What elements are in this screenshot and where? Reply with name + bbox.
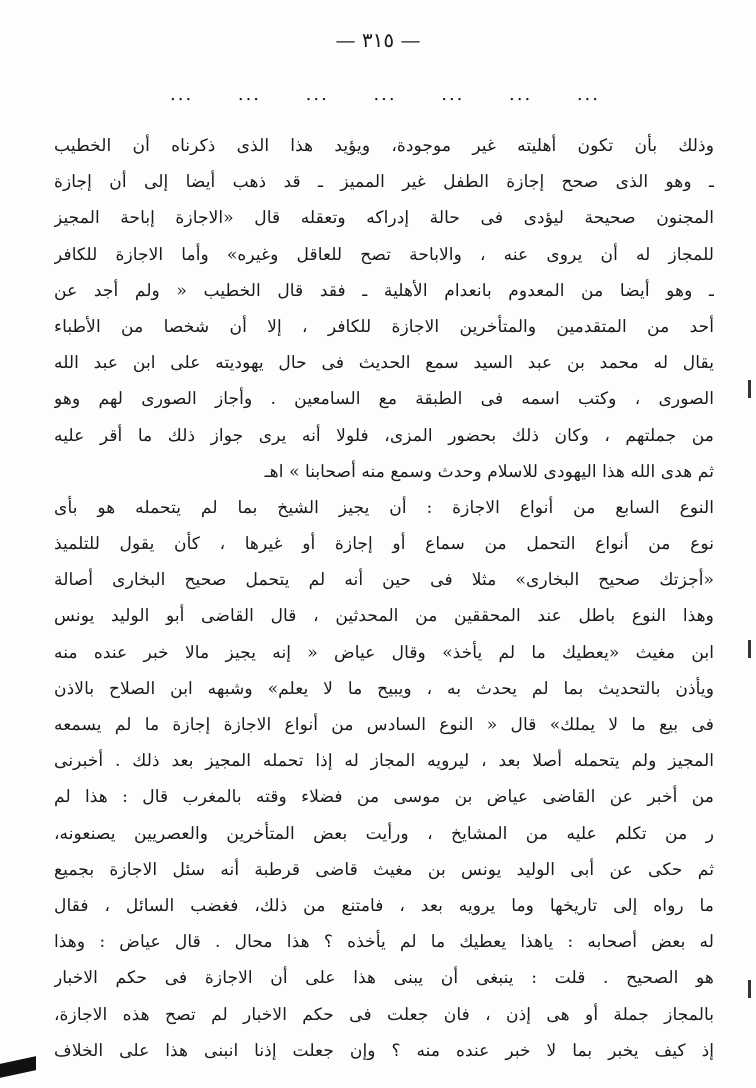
text-line: للمجاز له أن يروى عنه ، والاباحة تصح للعاقل وغيره» وأما الاجازة للكافر	[54, 244, 714, 265]
text-line: وذلك بأن تكون أهليته غير موجودة، ويؤيد هذا الذى ذكرناه أن الخطيب	[54, 136, 714, 156]
ornament-dots: ...	[576, 84, 600, 105]
text-line: ـ وهو أيضا من المعدوم بانعدام الأهلية ـ فقد قال الخطيب « ولم أجد عن	[54, 280, 714, 301]
text-line: أحد من المتقدمين والمتأخرين الاجازة للكافر ، إلا أن شخصا من الأطباء	[54, 316, 714, 337]
text-line: من أخبر عن القاضى عياض بن موسى من فضلاء وقته بالمغرب قال : هذا لم	[54, 787, 714, 808]
text-line: ثم هدى الله هذا اليهودى للاسلام وحدث وسمع منه أصحابنا » اهـ	[264, 461, 714, 482]
text-line: بالمجاز جملة أو هى إذن ، فان جعلت فى حكم الاخبار لم تصح هذه الاجازة،	[54, 1004, 714, 1025]
page-number: — ٣١٥ —	[335, 28, 421, 52]
text-line: هو الصحيح . قلت : ينبغى أن يبنى هذا على أن الاجازة فى حكم الاخبار	[54, 968, 714, 989]
margin-mark	[748, 980, 751, 998]
text-line: النوع السابع من أنواع الاجازة : أن يجيز الشيخ بما لم يتحمله هو بأى	[54, 497, 714, 518]
text-line: نوع من أنواع التحمل من سماع أو إجازة أو غيرها ، كأن يقول للتلميذ	[54, 534, 714, 555]
text-line: يقال له محمد بن عبد السيد سمع الحديث فى حال يهوديته على ابن عبد الله	[54, 353, 714, 374]
text-line: ما رواه إلى تاريخها وما يرويه بعد ، فامتنع من ذلك، فغضب السائل ، فقال	[54, 895, 714, 916]
text-line: ثم حكى عن أبى الوليد يونس بن مغيث قاضى قرطبة أنه سئل الاجازة بجميع	[54, 859, 714, 880]
text-line: إذ كيف يخبر بما لا خبر عنده منه ؟ وإن جعلت إذنا انبنى هذا على الخلاف	[54, 1040, 714, 1061]
text-line: المجنون صحيحة ليؤدى فى حالة إدراكه وتعقله قال «الاجازة إباحة المجيز	[54, 208, 714, 229]
text-line: له بعض أصحابه : ياهذا يعطيك ما لم يأخذه ؟ هذا محال . قال عياض : وهذا	[54, 932, 714, 953]
ornament-dots: ...	[170, 84, 194, 105]
text-line: «أجزتك صحيح البخارى» مثلا فى حين أنه لم يتحمل صحيح البخارى أصالة	[54, 570, 714, 591]
ornament-dots: ...	[441, 84, 465, 105]
body-text	[54, 128, 714, 1069]
margin-mark	[748, 380, 751, 398]
text-line: المجيز ولم يتحمله أصلا بعد ، ليرويه المجاز له إذا تحمله المجيز بعد ذلك . أخبرنى	[54, 751, 714, 772]
text-line: ابن مغيث «يعطيك ما لم يأخذ» وقال عياض « إنه يجيز مالا خبر عنده منه	[54, 642, 714, 663]
ornament-dots: ...	[305, 84, 329, 105]
text-line: ر من تكلم عليه من المشايخ ، ورأيت بعض المتأخرين والعصريين يصنعونه،	[54, 823, 714, 844]
margin-mark	[748, 640, 751, 658]
scan-edge-mark	[0, 1056, 36, 1078]
text-line: ويأذن بالتحديث بما لم يحدث به ، ويبيح ما لا يعلم» وشبهه ابن الصلاح بالاذن	[54, 678, 714, 699]
ornament-dots: ...	[237, 84, 262, 105]
ornament-dots: ...	[373, 84, 397, 105]
text-line: من جملتهم ، وكان ذلك بحضور المزى، فلولا أنه يرى جواز ذلك ما أقر عليه	[54, 425, 714, 446]
text-line: فى بيع ما لا يملك» قال « النوع السادس من أنواع الاجازة إجازة ما لم يسمعه	[54, 715, 714, 735]
text-line: الصورى ، وكتب اسمه فى الطبقة مع السامعين . وأجاز الصورى لهم وهو	[54, 389, 714, 410]
ornament-dots: ...	[509, 84, 533, 105]
section-ornament	[170, 84, 600, 105]
text-line: ـ وهو الذى صحح إجازة الطفل غير المميز ـ قد ذهب أيضا إلى أن إجازة	[54, 172, 714, 193]
text-line: وهذا النوع باطل عند المحققين من المحدثين ، قال القاضى أبو الوليد يونس	[54, 606, 714, 627]
